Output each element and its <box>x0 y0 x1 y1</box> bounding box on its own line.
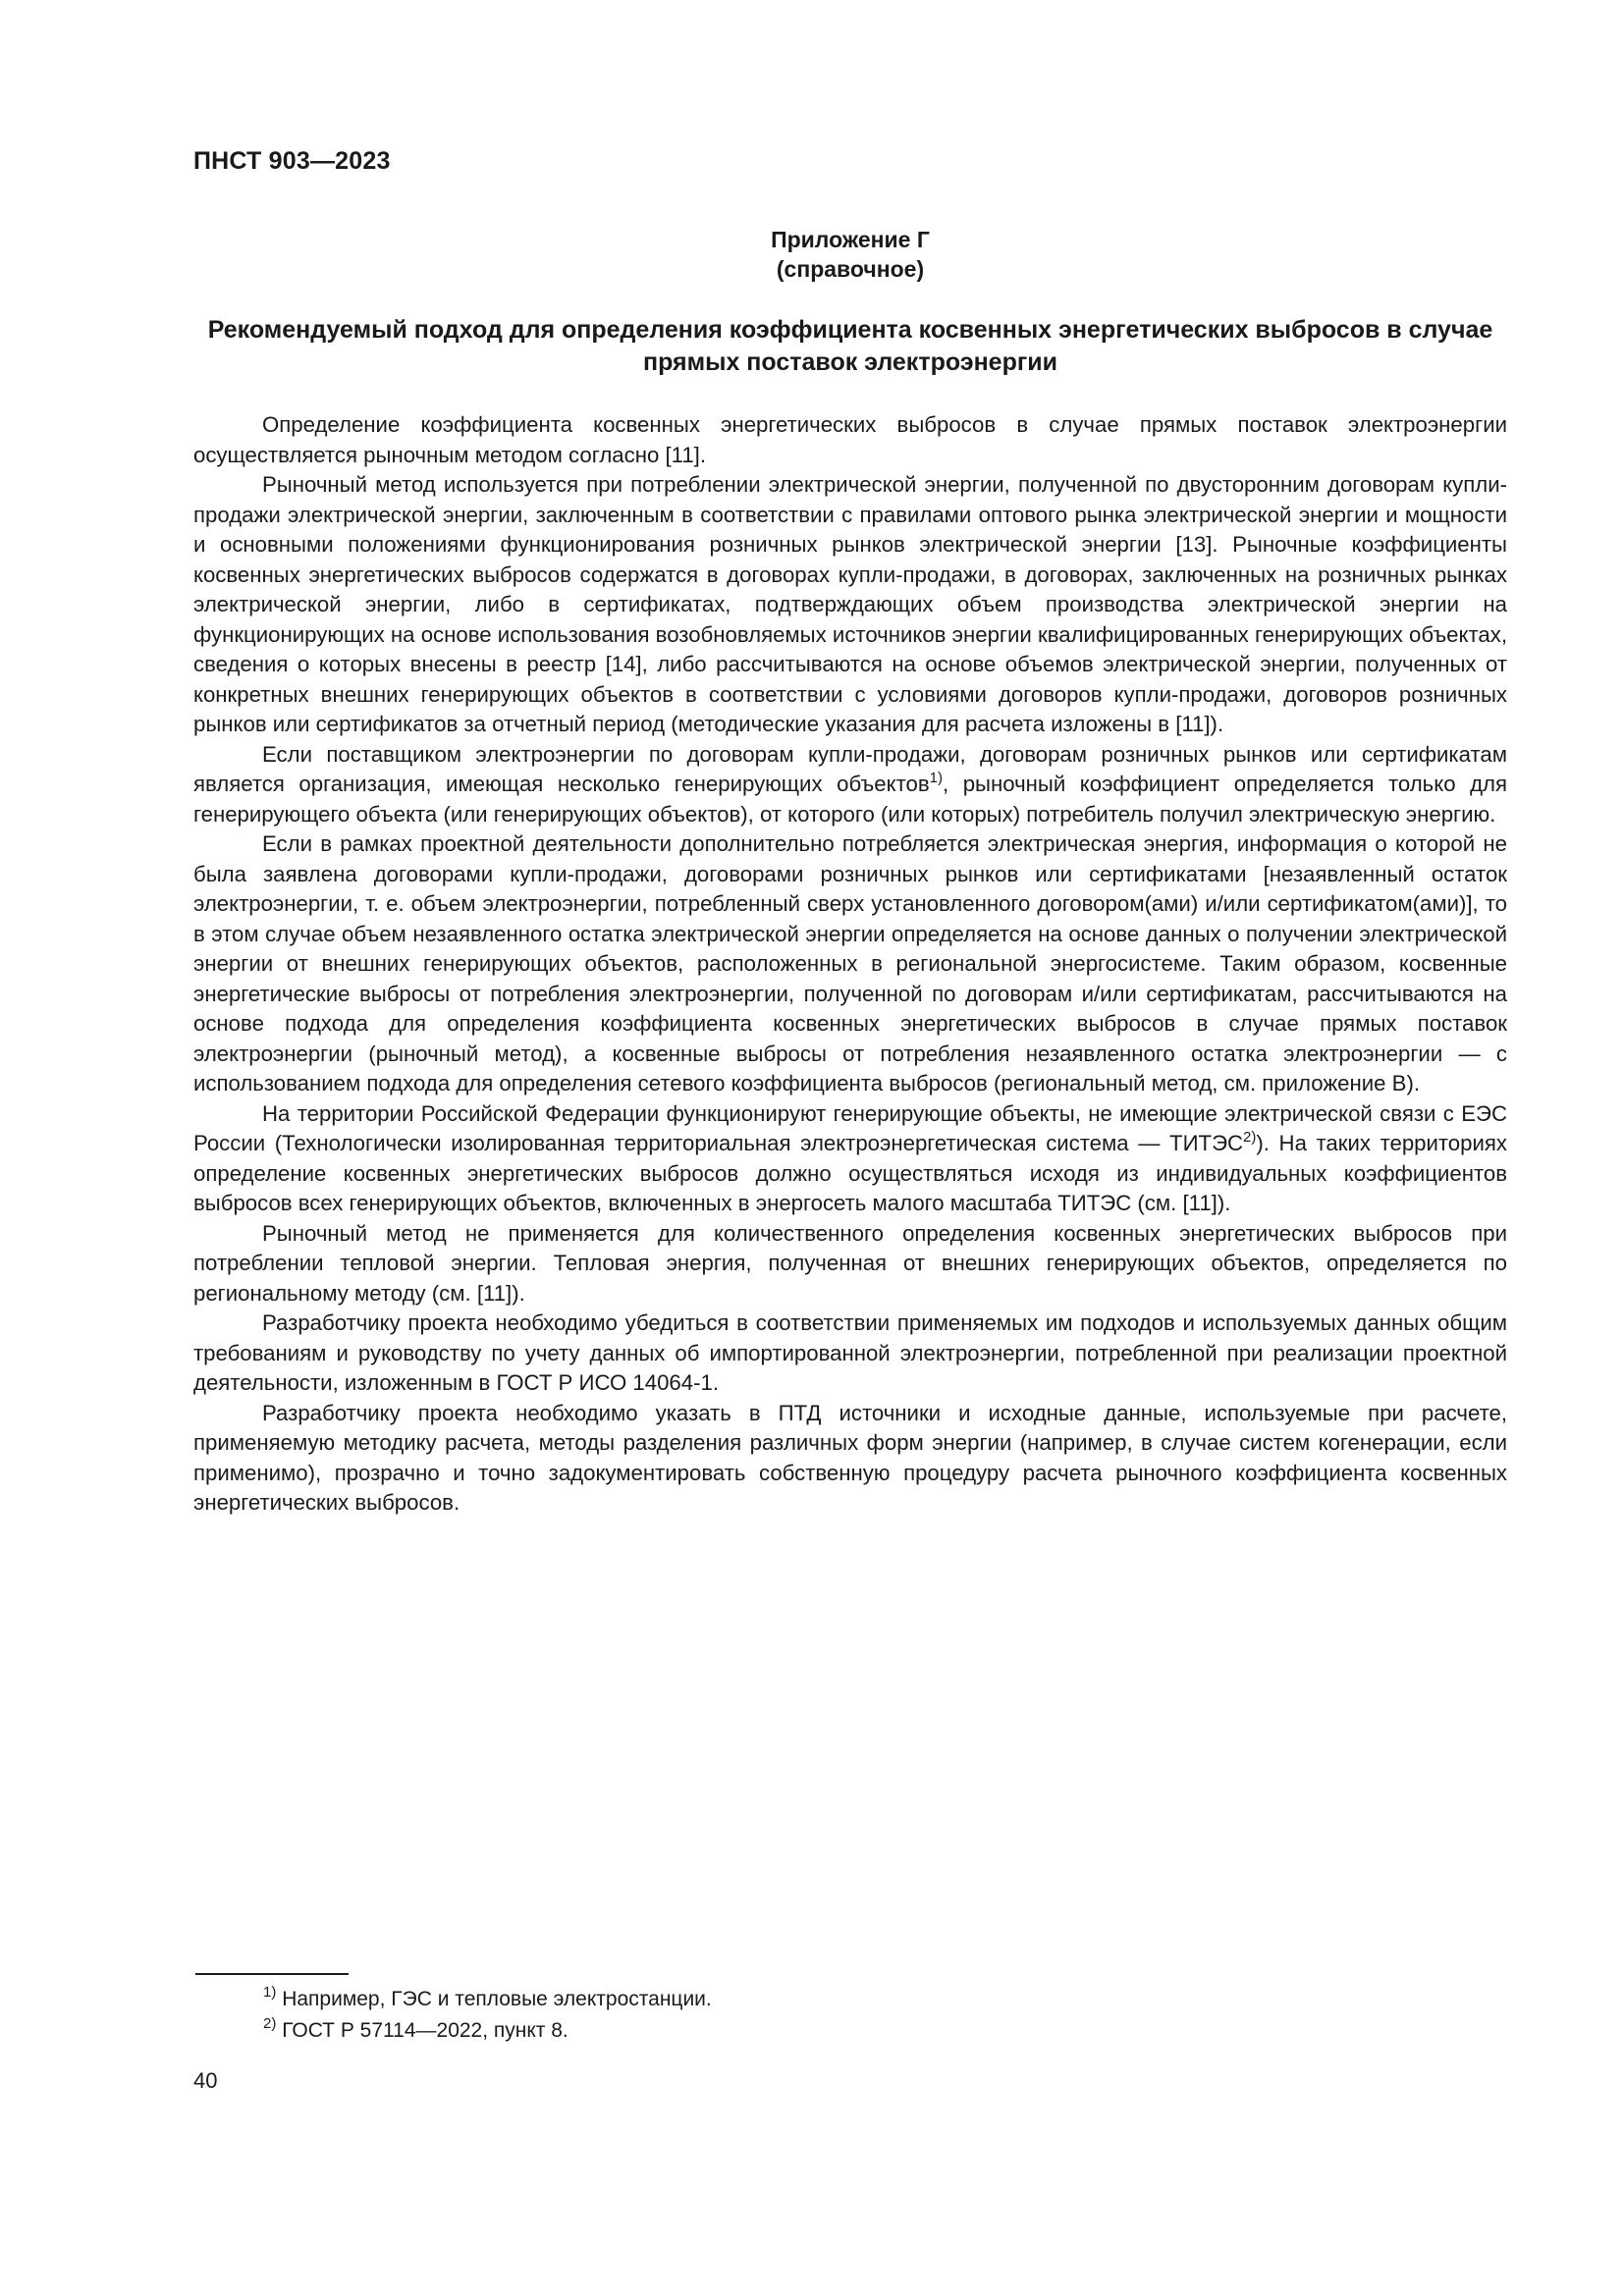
paragraph-text: ). На таких территориях определение косвенных энергетических выбросов должно осуществляться исходя из индивидуальных коэффициентов выбросов всех генерирующих объектов, включенных в энергосеть малого масштаба ТИТЭС (см. [11]). <box>193 1131 1507 1215</box>
footnote-divider <box>195 1973 349 1975</box>
paragraph: Определение коэффициента косвенных энергетических выбросов в случае прямых поставок электроэнергии осуществляется рыночным методом согласно [11]. <box>193 412 1507 467</box>
paragraph-text: На территории Российской Федерации функционируют генерирующие объекты, не имеющие электрической связи с ЕЭС России (Технологически изолированная территориальная электроэнергетическая система — ТИТЭС <box>193 1100 1507 1155</box>
paragraph: Рыночный метод не применяется для количественного определения косвенных энергетических выбросов при потреблении тепловой энергии. Тепловая энергия, полученная от внешних генерирующих объектов, определяется по региональному методу (см. [11]). <box>193 1220 1507 1306</box>
footnote-ref: 1) <box>929 770 943 786</box>
footnote-text: ГОСТ Р 57114—2022, пункт 8. <box>282 2019 568 2042</box>
footnotes <box>263 1984 712 2047</box>
paragraph <box>193 1099 1507 1219</box>
footnote-mark: 1) <box>263 1984 277 2001</box>
body-text <box>193 410 1507 1519</box>
annex-label: Приложение Г <box>771 227 930 252</box>
paragraph-text: Если поставщиком электроэнергии по договорам купли-продажи, договорам розничных рынков или сертификатам является организация, имеющая несколько генерирующих объектов <box>193 741 1507 796</box>
annex-title: Рекомендуемый подход для определения коэффициента косвенных энергетических выбросов в случае прямых поставок электроэнергии <box>207 316 1493 376</box>
footnote-text: Например, ГЭС и тепловые электростанции. <box>282 1988 712 2010</box>
paragraph-text: , рыночный коэффициент определяется только для генерирующего объекта (или генерирующих объектов), от которого (или которых) потребитель получил электрическую энергию. <box>193 772 1507 827</box>
paragraph: Разработчику проекта необходимо указать в ПТД источники и исходные данные, используемые при расчете, применяемую методику расчета, методы разделения различных форм энергии (например, в случае систем когенерации, если применимо), прозрачно и точно задокументировать собственную процедуру расчета рыночного коэффициента косвенных энергетических выбросов. <box>193 1400 1507 1515</box>
paragraph: Если в рамках проектной деятельности дополнительно потребляется электрическая энергия, информация о которой не была заявлена договорами купли-продажи, договорами розничных рынков или сертификатами [незаявленный остаток электроэнергии, т. е. объем электроэнергии, потребленный сверх установленного договором(ами) и/или сертификатом(ами)], то в этом случае объем незаявленного остатка электрической энергии определяется на основе данных о получении электрической энергии от внешних генерирующих объектов, расположенных в региональной энергосистеме. Таким образом, косвенные энергетические выбросы от потребления электроэнергии, полученной по договорам и/или сертификатам, рассчитываются на основе подхода для определения коэффициента косвенных энергетических выбросов в случае прямых поставок электроэнергии (рыночный метод), а косвенные выбросы от потребления незаявленного остатка электроэнергии — с использованием подхода для определения сетевого коэффициента выбросов (региональный метод, см. приложение В). <box>193 831 1507 1095</box>
footnote <box>263 1984 712 2015</box>
footnote-mark: 2) <box>263 2015 277 2032</box>
footnote-ref: 2) <box>1243 1129 1257 1146</box>
annex-heading <box>193 225 1507 284</box>
page-number: 40 <box>193 2068 218 2093</box>
footnote <box>263 2015 712 2047</box>
paragraph: Рыночный метод используется при потреблении электрической энергии, полученной по двусторонним договорам купли-продажи электрической энергии, заключенным в соответствии с правилами оптового рынка электрической энергии и мощности и основными положениями функционирования розничных рынков электрической энергии [13]. Рыночные коэффициенты косвенных энергетических выбросов содержатся в договорах купли-продажи, в договорах, заключенных на розничных рынках электрической энергии, либо в сертификатах, подтверждающих объем производства электрической энергии на функционирующих на основе использования возобновляемых источников энергии квалифицированных генерирующих объектах, сведения о которых внесены в реестр [14], либо рассчитываются на основе объемов электрической энергии, полученных от конкретных внешних генерирующих объектов в соответствии с условиями договоров купли-продажи, договоров розничных рынков или сертификатов за отчетный период (методические указания для расчета изложены в [11]). <box>193 472 1507 736</box>
paragraph <box>193 740 1507 830</box>
document-id: ПНСТ 903—2023 <box>193 147 391 175</box>
paragraph: Разработчику проекта необходимо убедиться в соответствии применяемых им подходов и используемых данных общим требованиям и руководству по учету данных об импортированной электроэнергии, потребленной при реализации проектной деятельности, изложенным в ГОСТ Р ИСО 14064-1. <box>193 1310 1507 1395</box>
annex-kind: (справочное) <box>776 256 925 282</box>
